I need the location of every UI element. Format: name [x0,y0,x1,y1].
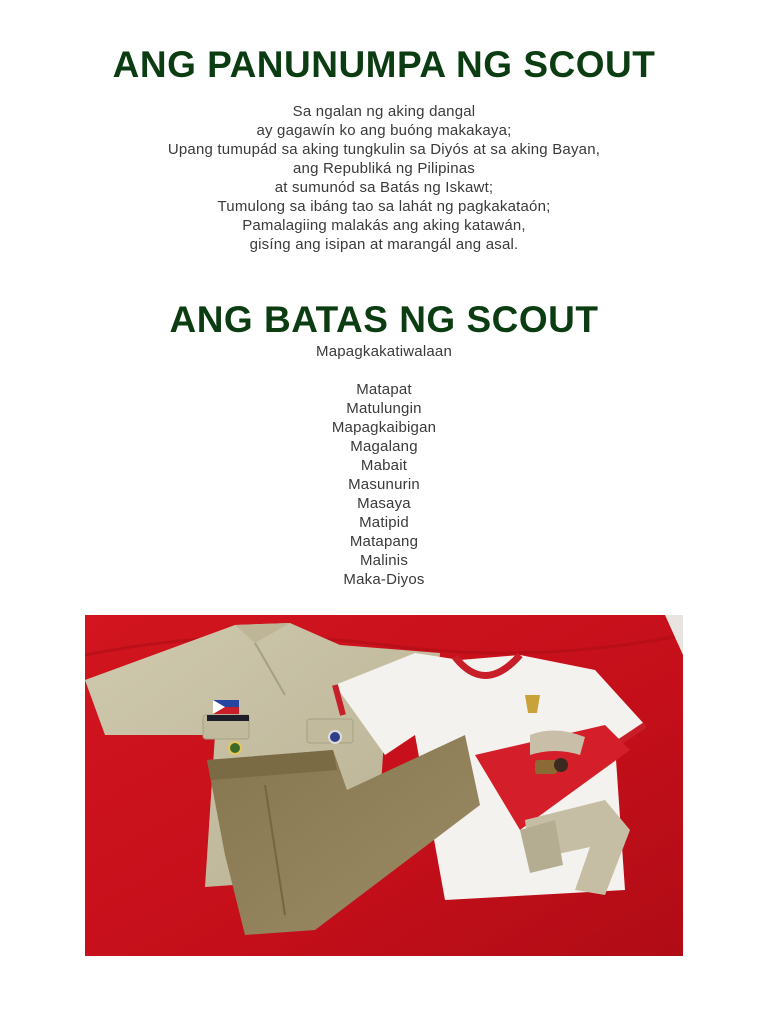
law-item: Maka-Diyos [343,571,425,588]
scout-uniform-photo [85,615,683,956]
law-item: Matulungin [346,400,422,417]
oath-line: ang Republiká ng Pilipinas [293,160,475,177]
oath-line: gisíng ang isipan at marangál ang asal. [249,236,519,253]
law-item: Matapang [349,533,419,550]
law-item: Masunurin [348,476,420,493]
law-item: Matapat [356,381,412,398]
oath-line: ay gagawín ko ang buóng makakaya; [256,122,512,139]
law-list [0,380,768,589]
law-item: Masaya [357,495,411,512]
law-item: Mabait [360,457,408,474]
oath-line: Pamalagiing malakás ang aking katawán, [242,217,526,234]
oath-text [0,102,768,254]
law-item: Matipid [359,514,409,531]
oath-title: ANG PANUNUMPA NG SCOUT [112,44,656,85]
law-intro-text: Mapagkakatiwalaan [316,343,452,360]
oath-line: at sumunód sa Batás ng Iskawt; [274,179,494,196]
law-item: Magalang [350,438,418,455]
law-intro [0,342,768,361]
law-title: ANG BATAS NG SCOUT [169,299,599,340]
oath-line: Tumulong sa ibáng tao sa lahát ng pagkakataón; [217,198,551,215]
oath-line: Sa ngalan ng aking dangal [292,103,476,120]
oath-line: Upang tumupád sa aking tungkulin sa Diyós at sa aking Bayan, [167,141,601,158]
law-item: Mapagkaibigan [331,419,437,436]
law-item: Malinis [359,552,409,569]
